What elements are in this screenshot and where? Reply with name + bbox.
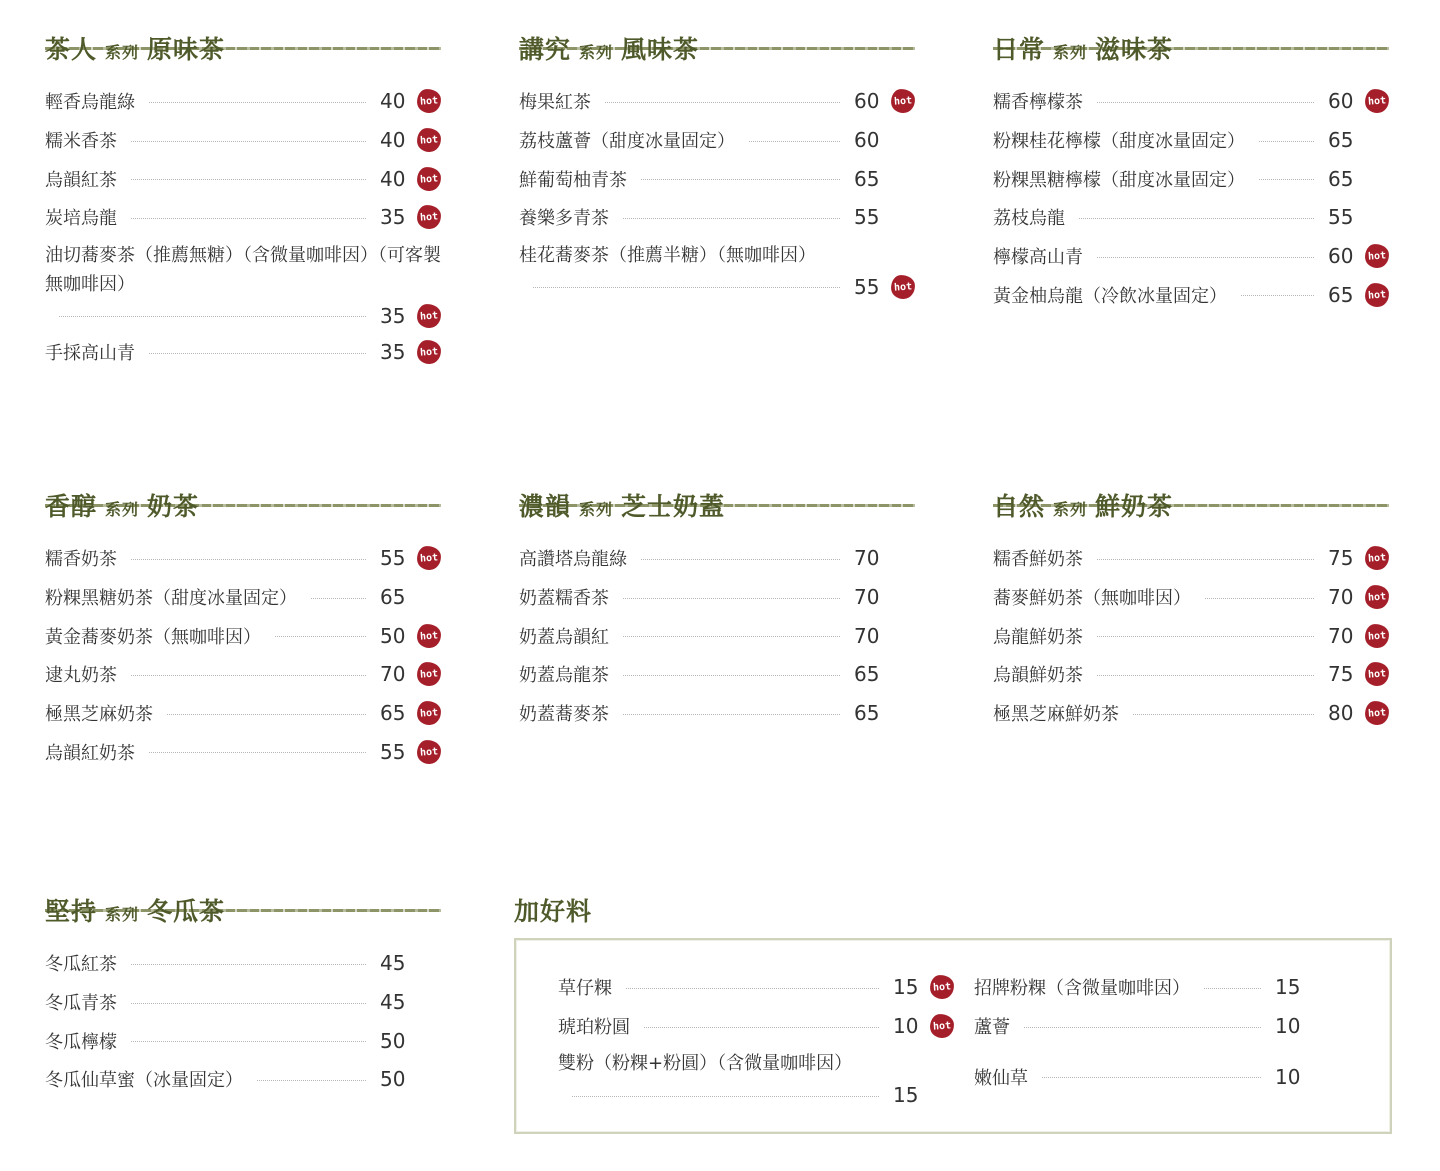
menu-item-name: 黃金蕎麥奶茶（無咖啡因）	[45, 626, 261, 648]
hot-badge-icon: hot	[1364, 700, 1390, 726]
section-title: 自然 系列 鮮奶茶	[993, 492, 1174, 521]
menu-item-name: 冬瓜青茶	[45, 993, 117, 1015]
section-title: 堅持 系列 冬瓜茶	[45, 897, 226, 926]
dotted-leader	[1241, 295, 1314, 296]
menu-item	[558, 1045, 954, 1108]
menu-item-name: 奶蓋烏龍茶	[519, 665, 609, 687]
hot-badge-icon: hot	[1364, 623, 1390, 649]
menu-item-price: 70	[854, 585, 880, 610]
dotted-leader	[623, 218, 840, 219]
dotted-leader	[641, 559, 840, 560]
dotted-leader	[1097, 257, 1314, 258]
dotted-leader	[626, 988, 879, 989]
hot-badge-icon: hot	[1364, 243, 1390, 269]
menu-item	[993, 539, 1389, 578]
hot-badge-icon: hot	[416, 339, 442, 365]
menu-item-name: 招牌粉粿（含微量咖啡因）	[974, 978, 1190, 1000]
extras-title: 加好料	[514, 897, 593, 926]
menu-item	[519, 655, 915, 694]
menu-item-price: 55	[1328, 205, 1354, 230]
menu-item	[993, 655, 1389, 694]
menu-item-name: 冬瓜檸檬	[45, 1031, 117, 1053]
menu-item-name: 冬瓜仙草蜜（冰量固定）	[45, 1070, 243, 1092]
dotted-leader	[1259, 141, 1314, 142]
menu-item-name: 油切蕎麥茶（推薦無糖）（含微量咖啡因）（可客製無咖啡因）	[45, 244, 441, 295]
menu-item	[45, 121, 441, 160]
menu-item-price: 55	[380, 739, 406, 764]
menu-item-price: 35	[380, 340, 406, 365]
dotted-leader	[623, 675, 840, 676]
menu-item	[993, 275, 1389, 314]
dotted-leader	[749, 141, 840, 142]
menu-item-price: 70	[854, 623, 880, 648]
hot-badge-icon: hot	[929, 975, 955, 1001]
menu-item-name: 粉粿黑糖奶茶（甜度冰量固定）	[45, 588, 297, 610]
menu-item-name: 草仔粿	[558, 978, 612, 1000]
menu-section-original-tea	[45, 0, 441, 371]
menu-item-price: 65	[854, 662, 880, 687]
hot-badge-icon: hot	[1364, 662, 1390, 688]
menu-item-price: 75	[1328, 546, 1354, 571]
menu-item-price: 15	[893, 1083, 919, 1108]
menu-item-name: 蕎麥鮮奶茶（無咖啡因）	[993, 588, 1191, 610]
menu-item-price: 35	[380, 205, 406, 230]
dotted-leader	[605, 102, 840, 103]
extras-column-left	[558, 968, 954, 1108]
item-list	[519, 82, 915, 304]
menu-item-name: 嫩仙草	[974, 1067, 1028, 1089]
extras-column-right	[974, 968, 1336, 1096]
dotted-leader	[167, 714, 366, 715]
menu-item-price: 65	[380, 701, 406, 726]
hot-badge-icon: hot	[416, 89, 442, 115]
menu-item-price: 70	[1328, 585, 1354, 610]
menu-item-price: 15	[1275, 975, 1301, 1000]
dotted-leader	[1259, 179, 1314, 180]
dotted-leader	[1205, 598, 1314, 599]
menu-item-price: 55	[380, 546, 406, 571]
menu-item-price: 50	[380, 1028, 406, 1053]
menu-item-price: 45	[380, 951, 406, 976]
menu-item	[993, 198, 1389, 237]
dotted-leader	[1097, 559, 1314, 560]
menu-item-name: 炭培烏龍	[45, 208, 117, 230]
menu-item	[519, 616, 915, 655]
hot-badge-icon: hot	[890, 274, 916, 300]
dotted-leader	[1133, 714, 1314, 715]
menu-item	[519, 82, 915, 121]
dotted-leader	[131, 559, 366, 560]
menu-section-daily-tea	[993, 0, 1389, 314]
hot-badge-icon: hot	[890, 89, 916, 115]
dotted-leader	[1097, 636, 1314, 637]
menu-item	[45, 198, 441, 237]
menu-item	[558, 1007, 954, 1046]
menu-item-name: 烏韻紅奶茶	[45, 742, 135, 764]
section-title: 講究 系列 風味茶	[519, 35, 700, 64]
menu-item-name: 粉粿桂花檸檬（甜度冰量固定）	[993, 131, 1245, 153]
menu-item-price: 10	[1275, 1064, 1301, 1089]
menu-item	[519, 578, 915, 617]
menu-item-price: 60	[854, 128, 880, 153]
menu-item	[519, 539, 915, 578]
menu-item-price: 65	[1328, 282, 1354, 307]
menu-item	[45, 1021, 441, 1060]
menu-item-name: 養樂多青茶	[519, 208, 609, 230]
dotted-leader	[623, 598, 840, 599]
menu-item	[993, 159, 1389, 198]
menu-item-name: 荔枝烏龍	[993, 208, 1065, 230]
menu-item-name: 鮮葡萄柚青茶	[519, 169, 627, 191]
menu-item-price: 65	[854, 701, 880, 726]
dotted-leader	[149, 752, 366, 753]
menu-item	[974, 968, 1336, 1007]
item-list	[45, 82, 441, 371]
menu-item-name: 蘆薈	[974, 1017, 1010, 1039]
hot-badge-icon: hot	[416, 205, 442, 231]
menu-item	[974, 1057, 1336, 1096]
hot-badge-icon: hot	[416, 166, 442, 192]
dotted-leader	[623, 636, 840, 637]
menu-section-winter-melon	[45, 862, 441, 1099]
dotted-leader	[1097, 102, 1314, 103]
dotted-leader	[641, 179, 840, 180]
item-list	[993, 82, 1389, 314]
dotted-leader	[131, 141, 366, 142]
menu-item	[45, 82, 441, 121]
menu-section-milk-tea	[45, 457, 441, 771]
hot-badge-icon: hot	[1364, 282, 1390, 308]
menu-item-name: 糯香檸檬茶	[993, 92, 1083, 114]
dotted-leader	[275, 636, 366, 637]
menu-item-name: 奶蓋糯香茶	[519, 588, 609, 610]
menu-item-price: 45	[380, 990, 406, 1015]
dotted-leader	[572, 1096, 879, 1097]
menu-item-price: 60	[854, 89, 880, 114]
dotted-leader	[644, 1027, 879, 1028]
dotted-leader	[149, 102, 366, 103]
hot-badge-icon: hot	[416, 700, 442, 726]
hot-badge-icon: hot	[416, 623, 442, 649]
menu-item-name: 奶蓋烏韻紅	[519, 626, 609, 648]
extras-box	[514, 938, 1392, 1134]
dotted-leader	[131, 1003, 366, 1004]
dotted-leader	[131, 964, 366, 965]
menu-item-price: 65	[1328, 128, 1354, 153]
dotted-leader	[131, 675, 366, 676]
menu-item	[519, 159, 915, 198]
menu-item	[45, 616, 441, 655]
menu-item-name: 檸檬高山青	[993, 247, 1083, 269]
item-list	[993, 539, 1389, 732]
menu-item-name: 雙粉（粉粿+粉圓）（含微量咖啡因）	[558, 1053, 853, 1075]
section-title: 日常 系列 滋味茶	[993, 35, 1174, 64]
menu-item-price: 15	[893, 975, 919, 1000]
dotted-leader	[1204, 988, 1261, 989]
menu-item-price: 55	[854, 205, 880, 230]
menu-item	[519, 237, 915, 304]
dotted-leader	[533, 287, 840, 288]
menu-item-price: 65	[380, 585, 406, 610]
menu-item	[45, 237, 441, 333]
section-title: 茶人 系列 原味茶	[45, 35, 226, 64]
menu-item	[45, 578, 441, 617]
dotted-leader	[257, 1080, 366, 1081]
menu-item-name: 梅果紅茶	[519, 92, 591, 114]
item-list	[45, 539, 441, 771]
item-list	[519, 539, 915, 732]
menu-item-name: 輕香烏龍綠	[45, 92, 135, 114]
menu-item-price: 70	[854, 546, 880, 571]
menu-item-name: 糯香奶茶	[45, 549, 117, 571]
menu-item-name: 荔枝蘆薈（甜度冰量固定）	[519, 131, 735, 153]
menu-item-name: 逮丸奶茶	[45, 665, 117, 687]
menu-item-price: 70	[380, 662, 406, 687]
menu-item-name: 烏龍鮮奶茶	[993, 626, 1083, 648]
hot-badge-icon: hot	[416, 662, 442, 688]
menu-item-price: 40	[380, 89, 406, 114]
menu-item-price: 60	[1328, 89, 1354, 114]
hot-badge-icon: hot	[416, 127, 442, 153]
menu-item-price: 10	[1275, 1014, 1301, 1039]
menu-item-price: 40	[380, 166, 406, 191]
menu-item	[45, 539, 441, 578]
menu-item-price: 50	[380, 1067, 406, 1092]
hot-badge-icon: hot	[1364, 89, 1390, 115]
menu-item-price-line	[519, 270, 915, 304]
dotted-leader	[1042, 1077, 1261, 1078]
menu-item-price-line	[558, 1078, 954, 1112]
hot-badge-icon: hot	[416, 546, 442, 572]
hot-badge-icon: hot	[1364, 546, 1390, 572]
hot-badge-icon: hot	[929, 1013, 955, 1039]
dotted-leader	[1024, 1027, 1261, 1028]
menu-item	[993, 121, 1389, 160]
menu-item-name: 糯米香茶	[45, 131, 117, 153]
menu-item-price: 65	[854, 166, 880, 191]
menu-item	[993, 694, 1389, 733]
menu-item	[45, 333, 441, 372]
menu-item	[45, 983, 441, 1022]
menu-item-name: 烏韻鮮奶茶	[993, 665, 1083, 687]
dotted-leader	[311, 598, 366, 599]
menu-item-name: 桂花蕎麥茶（推薦半糖）（無咖啡因）	[519, 244, 816, 266]
menu-item-name: 極黑芝麻奶茶	[45, 704, 153, 726]
menu-section-flavored-tea	[519, 0, 915, 304]
menu-item-price-line	[45, 299, 441, 333]
menu-item	[45, 1060, 441, 1099]
hot-badge-icon: hot	[1364, 584, 1390, 610]
menu-item	[519, 198, 915, 237]
menu-item	[519, 121, 915, 160]
dotted-leader	[59, 316, 366, 317]
menu-item-name: 手採高山青	[45, 343, 135, 365]
menu-item	[993, 82, 1389, 121]
menu-item-name: 粉粿黑糖檸檬（甜度冰量固定）	[993, 169, 1245, 191]
menu-item	[993, 578, 1389, 617]
menu-item-price: 35	[380, 303, 406, 328]
menu-item	[558, 968, 954, 1007]
menu-item	[45, 944, 441, 983]
menu-item-name: 黃金柚烏龍（冷飲冰量固定）	[993, 285, 1227, 307]
dotted-leader	[131, 218, 366, 219]
menu-item	[45, 159, 441, 198]
menu-item-name: 冬瓜紅茶	[45, 954, 117, 976]
menu-item-name: 糯香鮮奶茶	[993, 549, 1083, 571]
menu-item-price: 40	[380, 128, 406, 153]
hot-badge-icon: hot	[416, 739, 442, 765]
menu-item-price: 10	[893, 1014, 919, 1039]
menu-item-price: 60	[1328, 244, 1354, 269]
section-title: 香醇 系列 奶茶	[45, 492, 200, 521]
hot-badge-icon: hot	[416, 303, 442, 329]
menu-item-name: 琥珀粉圓	[558, 1017, 630, 1039]
menu-item	[974, 1007, 1336, 1046]
menu-item-price: 75	[1328, 662, 1354, 687]
menu-item-name: 極黑芝麻鮮奶茶	[993, 704, 1119, 726]
menu-item-price: 65	[1328, 166, 1354, 191]
menu-item-price: 50	[380, 623, 406, 648]
item-list	[45, 944, 441, 1099]
menu-item-price: 55	[854, 274, 880, 299]
menu-item	[993, 616, 1389, 655]
section-title: 濃韻 系列 芝士奶蓋	[519, 492, 726, 521]
menu-item-price: 70	[1328, 623, 1354, 648]
menu-item-price: 80	[1328, 701, 1354, 726]
menu-section-cheese-foam	[519, 457, 915, 732]
menu-item-name: 奶蓋蕎麥茶	[519, 704, 609, 726]
menu-item	[45, 694, 441, 733]
dotted-leader	[1079, 218, 1314, 219]
menu-item	[519, 694, 915, 733]
dotted-leader	[131, 179, 366, 180]
dotted-leader	[623, 714, 840, 715]
menu-item	[45, 655, 441, 694]
menu-item	[45, 732, 441, 771]
dotted-leader	[149, 353, 366, 354]
menu-section-fresh-milk-tea	[993, 457, 1389, 732]
menu-item-name: 高讚塔烏龍綠	[519, 549, 627, 571]
dotted-leader	[1097, 675, 1314, 676]
dotted-leader	[131, 1041, 366, 1042]
menu-item-name: 烏韻紅茶	[45, 169, 117, 191]
menu-item	[993, 237, 1389, 276]
